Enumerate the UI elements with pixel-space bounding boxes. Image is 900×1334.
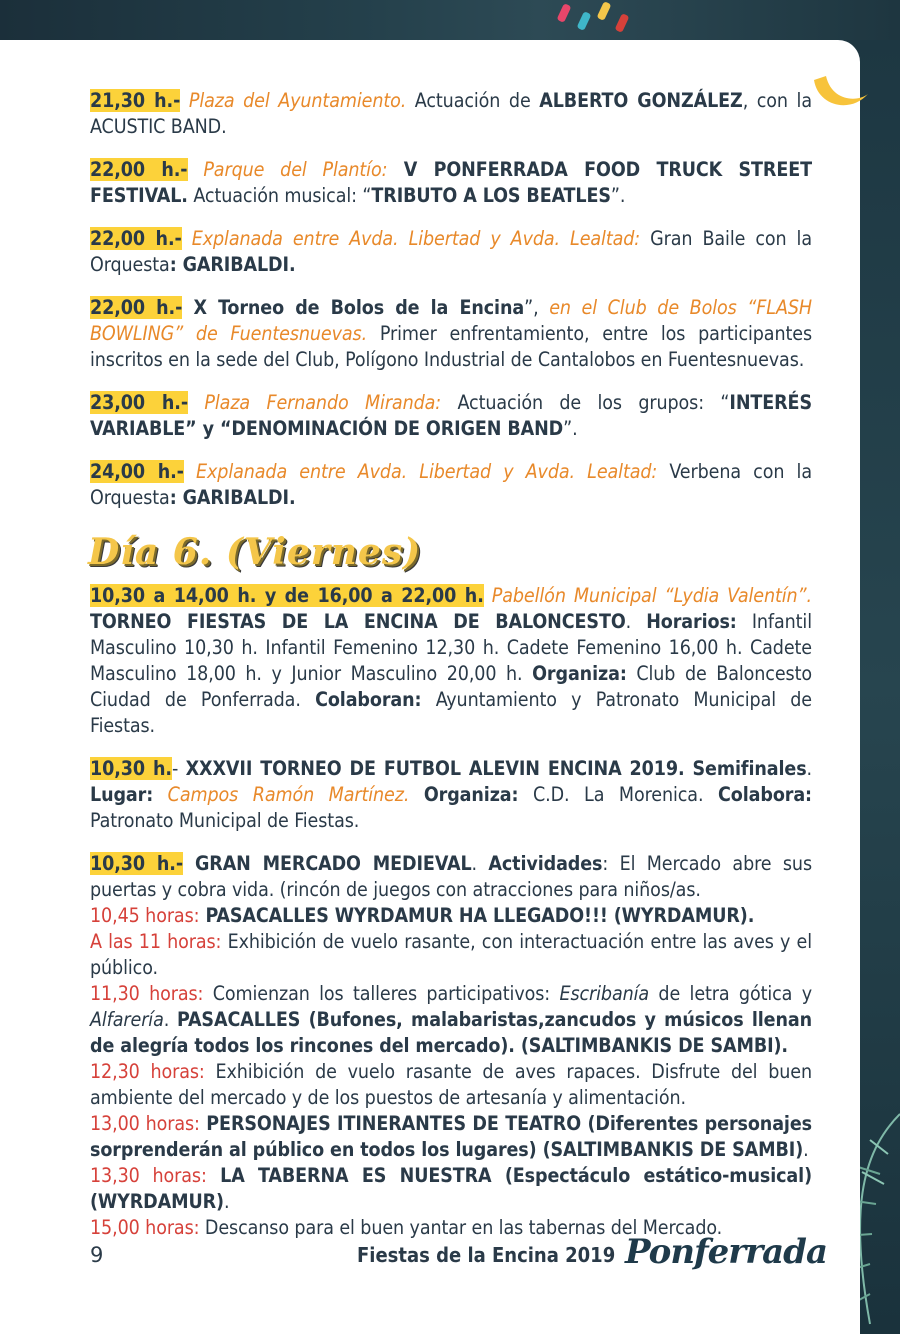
schedule-hour: 10,45 horas: [90,904,200,927]
confetti-icon [557,3,572,23]
event-place: Explanada entre Avda. Libertad y Avda. Lealtad: [183,460,658,483]
event-time: 24,00 h.- [90,460,184,483]
ponferrada-logo: Ponferrada [625,1232,827,1272]
moon-icon [808,58,872,122]
event-text: - [171,757,186,780]
footer-title: Fiestas de la Encina 2019 [357,1243,616,1267]
event-text: Club de Baloncesto Ciudad de Ponferrada. [90,662,812,711]
schedule-text: . [223,1190,230,1213]
event-text: Infantil Masculino 10,30 h. Infantil Femenino 12,30 h. Cadete Femenino 16,00 h. Cadete Masculino 18,00 h. y Junior Masculino 20,00 h. [90,610,812,685]
event-text: . [471,852,489,875]
schedule-highlight: PASACALLES WYRDAMUR HA LLEGADO!!! (WYRDAMUR). [199,904,755,927]
event-text: . [806,757,813,780]
schedule-text: Exhibición de vuelo rasante, con interactuación entre las aves y el público. [90,930,812,979]
event-place: Parque del Plantío: [203,158,388,181]
schedule-text: Escribanía [559,982,650,1005]
event-label: Colaboran: [315,688,422,711]
event-place: Plaza Fernando Miranda: [188,391,442,414]
schedule-hour: 13,30 horas: [90,1164,207,1187]
schedule-hour: A las 11 horas: [90,930,222,953]
event-item [90,226,812,278]
event-text: Actuación de [406,89,540,112]
schedule-highlight: LA TABERNA ES NUESTRA (Espectáculo estático-musical) (WYRDAMUR) [90,1164,812,1213]
confetti-icon [615,13,630,33]
event-text: Actuación musical: “ [187,184,372,207]
event-time: 22,00 h.- [90,227,182,250]
event-time: 10,30 h. [90,757,172,780]
event-time: 10,30 a 14,00 h. y de 16,00 a 22,00 h. [90,584,484,607]
event-highlight: TORNEO FIESTAS DE LA ENCINA DE BALONCESTO [90,610,626,633]
event-text: Patronato Municipal de Fiestas. [90,809,360,832]
event-highlight: TRIBUTO A LOS BEATLES [371,184,611,207]
event-text: ”. [610,184,626,207]
event-item [90,390,812,442]
event-text: Ayuntamiento y Patronato Municipal de Fiestas. [90,688,812,737]
event-text: Actuación de los grupos: “ [441,391,730,414]
event-text: Primer enfrentamiento, entre los participantes inscritos en la sede del Club, Polígono Industrial de Cantalobos en Fuentesnuevas. [90,322,812,371]
event-time: 10,30 h.- [90,852,184,875]
schedule-item [90,981,812,1059]
event-text: C.D. La Morenica. [518,783,718,806]
schedule-item [90,1163,812,1215]
event-text: ”. [563,417,578,440]
schedule-hour: 15,00 horas: [90,1216,200,1239]
schedule-highlight: PERSONAJES ITINERANTES DE TEATRO (Diferentes personajes sorprenderán al público en todos los lugares) (SALTIMBANKIS DE SAMBI) [90,1112,812,1161]
event-highlight: : GARIBALDI. [169,486,296,509]
event-highlight: XXXVII TORNEO DE FUTBOL ALEVIN ENCINA 2019. Semifinales [185,757,807,780]
event-time: 21,30 h.- [90,89,181,112]
event-label: Colabora: [717,783,812,806]
event-place: Campos Ramón Martínez. [153,783,410,806]
schedule-text: Exhibición de vuelo rasante de aves rapaces. Disfrute del buen ambiente del mercado y de los puestos de artesanía y alimentación. [90,1060,812,1109]
event-time: 22,00 h.- [90,296,183,319]
schedule-item [90,929,812,981]
schedule-highlight: PASACALLES (Bufones, malabaristas,zancudos y músicos llenan de alegría todos los rincones del mercado). (SALTIMBANKIS DE SAMBI). [90,1008,812,1057]
event-highlight: : GARIBALDI. [169,253,296,276]
event-item [90,295,812,373]
event-highlight: INTERÉS VARIABLE” y “DENOMINACIÓN DE ORIGEN BAND [90,391,812,440]
event-item [90,88,812,140]
event-time: 22,00 h.- [90,158,188,181]
event-label: Lugar: [90,783,154,806]
schedule-text: de letra gótica y [649,982,812,1005]
schedule-text: . [163,1008,177,1031]
event-item [90,459,812,511]
confetti-icon [597,1,612,21]
page-number: 9 [90,1243,104,1267]
schedule-text: Descanso para el buen yantar en las tabernas del Mercado. [199,1216,723,1239]
top-decor-strip [0,0,900,40]
schedule-hour: 13,00 horas: [90,1112,200,1135]
event-label: Organiza: [423,783,519,806]
event-highlight: ALBERTO GONZÁLEZ [539,89,743,112]
schedule-text: Comienzan los talleres participativos: [203,982,560,1005]
program-content [90,88,812,1241]
event-time: 23,00 h.- [90,391,189,414]
event-text: , con la ACUSTIC BAND. [90,89,812,138]
schedule-hour: 11,30 horas: [90,982,204,1005]
schedule-text: . [803,1138,809,1161]
event-item [90,756,812,834]
event-highlight: GRAN MERCADO MEDIEVAL [183,852,472,875]
event-text: : El Mercado abre sus puertas y cobra vida. (rincón de juegos con atracciones para niños/as. [90,852,812,901]
event-text [409,783,424,806]
event-place: en el Club de Bolos “FLASH BOWLING” de Fuentesnuevas. [90,296,812,345]
event-highlight: X Torneo de Bolos de la Encina [182,296,525,319]
event-place: Plaza del Ayuntamiento. [188,89,407,112]
event-label: Organiza: [532,662,627,685]
event-text: ”, [524,296,550,319]
event-text: Verbena con la Orquesta [90,460,812,509]
event-place: Pabellón Municipal “Lydia Valentín”. [483,584,812,607]
event-item [90,851,812,903]
event-item [90,157,812,209]
right-background [860,40,900,1334]
event-text: . [625,610,647,633]
page-sheet [0,40,860,1334]
event-item [90,583,812,739]
confetti-icon [577,11,592,31]
event-label: Horarios: [646,610,737,633]
schedule-item [90,1059,812,1111]
day-heading: Día 6. (Viernes) [88,531,422,573]
event-highlight: V PONFERRADA FOOD TRUCK STREET FESTIVAL. [90,158,812,207]
schedule-item [90,1111,812,1163]
schedule-item [90,903,812,929]
event-label: Actividades [488,852,603,875]
event-place: Explanada entre Avda. Libertad y Avda. Lealtad: [181,227,641,250]
event-text: Gran Baile con la Orquesta [90,227,812,276]
schedule-text: Alfarería [90,1008,164,1031]
schedule-hour: 12,30 horas: [90,1060,205,1083]
